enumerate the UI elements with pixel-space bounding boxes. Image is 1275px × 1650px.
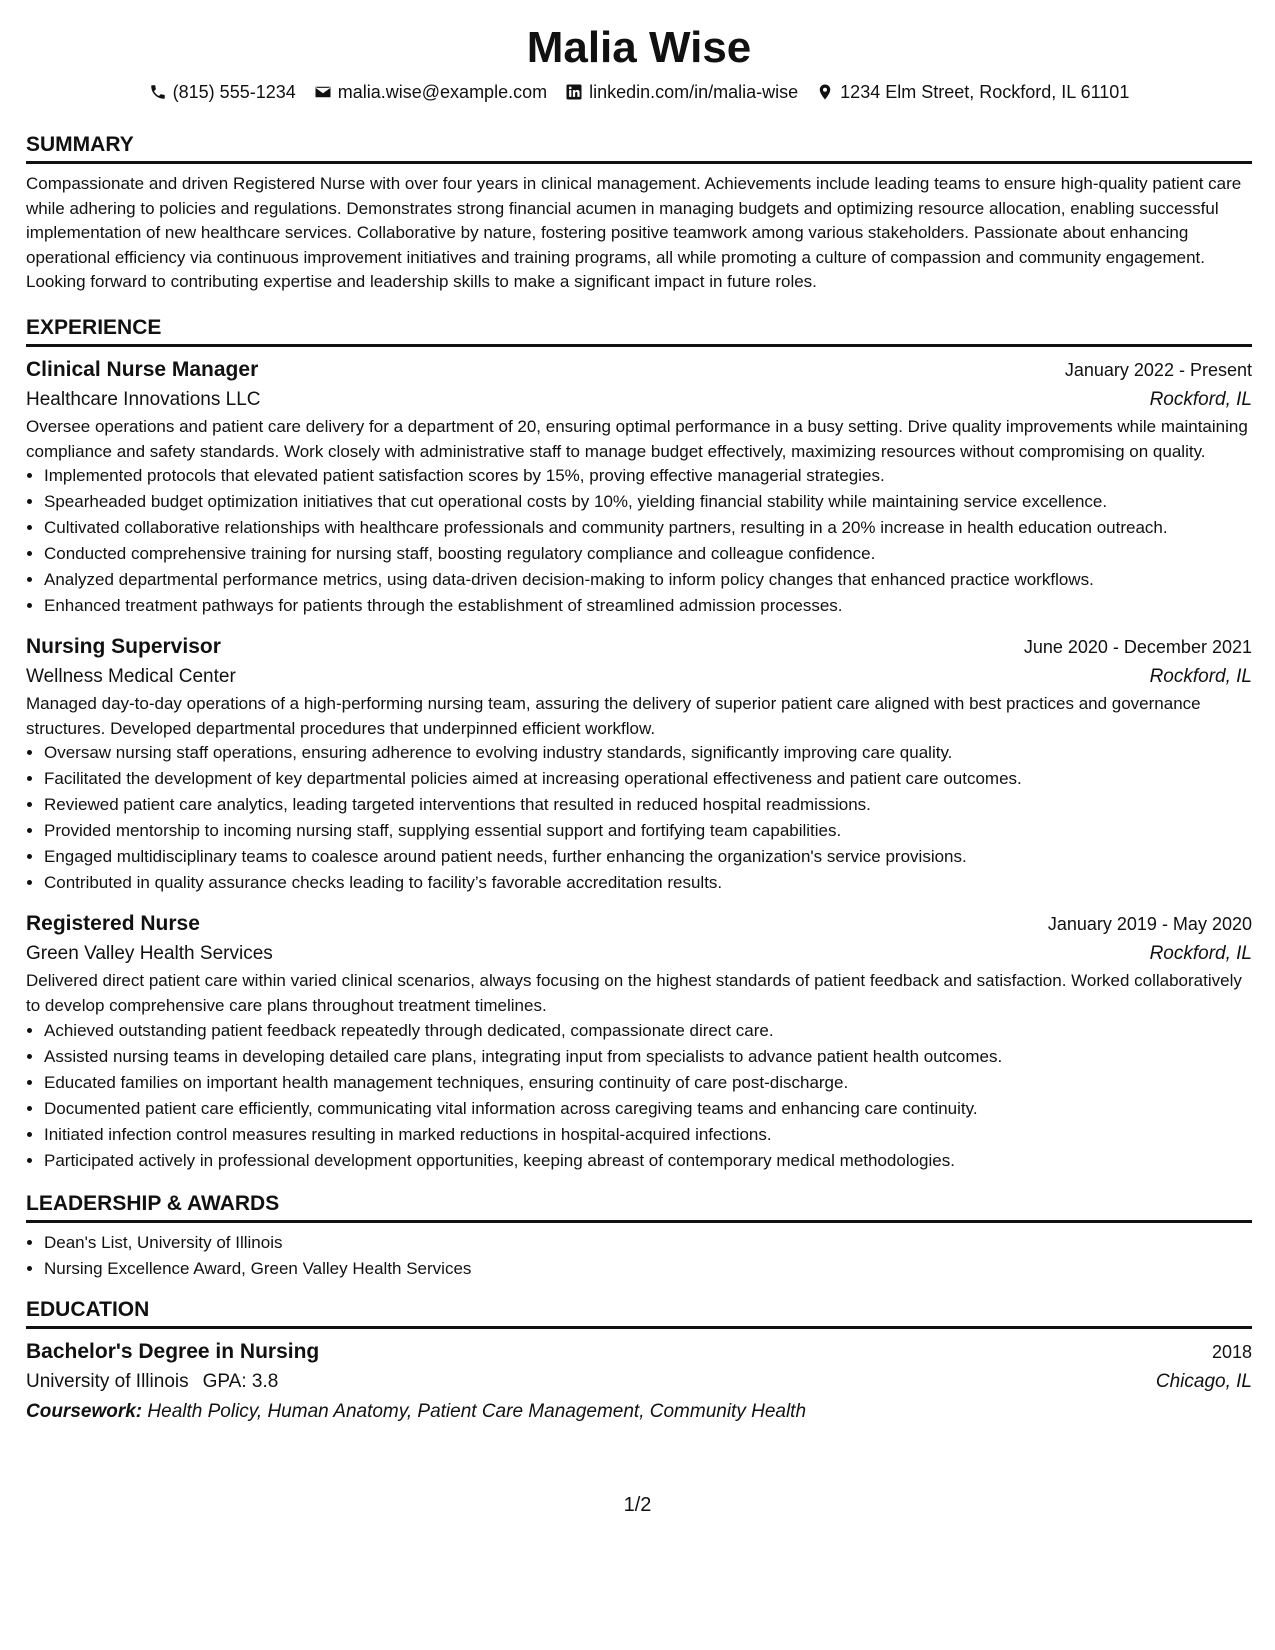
job-location: Rockford, IL (1149, 666, 1252, 688)
bullet-item: • Implemented protocols that elevated patient satisfaction scores by 15%, proving effective managerial strategies. (44, 464, 1252, 488)
awards-list (26, 1231, 1252, 1281)
bullet-item: • Provided mentorship to incoming nursing staff, supplying essential support and fortifying team capabilities. (44, 819, 1252, 843)
job-dates: January 2022 - Present (1064, 359, 1252, 380)
contact-linkedin[interactable] (565, 80, 798, 104)
job-location: Rockford, IL (1149, 388, 1252, 410)
award-item: • Dean's List, University of Illinois (44, 1231, 1252, 1255)
email-link[interactable]: malia.wise@example.com (337, 82, 548, 102)
job-entry (26, 632, 1252, 895)
bullet-item: • Documented patient care efficiently, communicating vital information across caregiving teams and enhancing care continuity. (44, 1097, 1252, 1121)
award-item: • Nursing Excellence Award, Green Valley Health Services (44, 1257, 1252, 1281)
bullet-item: • Educated families on important health management techniques, ensuring continuity of care post-discharge. (44, 1071, 1252, 1095)
job-title: Clinical Nurse Manager (26, 357, 259, 381)
job-entry (26, 909, 1252, 1172)
phone-icon (149, 83, 167, 101)
bullet-item: • Enhanced treatment pathways for patients through the establishment of streamlined admission processes. (44, 594, 1252, 618)
contact-phone (149, 80, 296, 104)
school-location: Chicago, IL (1155, 1370, 1252, 1392)
awards-section (26, 1187, 1252, 1281)
job-description: Managed day-to-day operations of a high-performing nursing team, assuring the delivery of superior patient care aligned with best practices and governance structures. Developed departmental procedures that underpinned efficient workflow. (26, 694, 1201, 738)
degree-title: Bachelor's Degree in Nursing (26, 1339, 320, 1363)
bullet-item: • Assisted nursing teams in developing detailed care plans, integrating input from specialists to advance patient health outcomes. (44, 1045, 1252, 1069)
job-title: Nursing Supervisor (26, 635, 221, 659)
map-pin-icon (816, 83, 834, 101)
job-entry (26, 355, 1252, 618)
bullet-item: • Contributed in quality assurance checks leading to facility’s favorable accreditation results. (44, 871, 1252, 895)
bullet-item: • Engaged multidisciplinary teams to coalesce around patient needs, further enhancing the organization's service provisions. (44, 845, 1252, 869)
coursework-label: Coursework: (26, 1400, 143, 1422)
summary-section (26, 128, 1252, 295)
job-bullets (26, 464, 1252, 618)
job-bullets (26, 1019, 1252, 1173)
address-text: 1234 Elm Street, Rockford, IL 61101 (840, 82, 1130, 102)
section-title-experience: EXPERIENCE (26, 315, 162, 339)
school-name: University of Illinois (26, 1370, 189, 1392)
job-description: Oversee operations and patient care delivery for a department of 20, ensuring optimal performance in a busy setting. Drive quality improvements while maintaining compliance and safety standards. Work closely with administrative staff to manage budget effectively, maximizing resources without compromising on quality. (26, 416, 1248, 461)
coursework-list: Health Policy, Human Anatomy, Patient Care Management, Community Health (147, 1400, 807, 1422)
section-title-education: EDUCATION (26, 1297, 150, 1321)
envelope-icon (314, 83, 332, 101)
section-divider (26, 1326, 1252, 1329)
bullet-item: • Initiated infection control measures resulting in marked reductions in hospital-acquired infections. (44, 1123, 1252, 1147)
job-company: Wellness Medical Center (26, 666, 236, 688)
linkedin-link[interactable]: linkedin.com/in/malia-wise (589, 82, 799, 102)
bullet-item: • Participated actively in professional development opportunities, keeping abreast of contemporary medical methodologies. (44, 1149, 1252, 1173)
section-divider (26, 1220, 1252, 1223)
experience-section (26, 311, 1252, 1173)
contact-address (816, 80, 1129, 104)
job-company: Green Valley Health Services (26, 943, 273, 965)
job-dates: June 2020 - December 2021 (1023, 637, 1252, 658)
graduation-year: 2018 (1211, 1341, 1252, 1362)
job-dates: January 2019 - May 2020 (1047, 914, 1252, 935)
education-section (26, 1293, 1252, 1427)
contact-email[interactable] (314, 80, 547, 104)
bullet-item: • Cultivated collaborative relationships with healthcare professionals and community partners, resulting in a 20% increase in health education outreach. (44, 516, 1252, 540)
bullet-item: • Conducted comprehensive training for nursing staff, boosting regulatory compliance and colleague confidence. (44, 542, 1252, 566)
bullet-item: • Analyzed departmental performance metrics, using data-driven decision-making to inform policy changes that enhanced practice workflows. (44, 568, 1252, 592)
phone-text: (815) 555-1234 (172, 82, 296, 102)
school-line (26, 1367, 278, 1397)
job-description: Delivered direct patient care within varied clinical scenarios, always focusing on the highest standards of patient feedback and satisfaction. Worked collaboratively to develop comprehensive care plans throughout treatment timelines. (26, 971, 1242, 1015)
bullet-item: • Spearheaded budget optimization initiatives that cut operational costs by 10%, yielding financial stability while maintaining service excellence. (44, 490, 1252, 514)
job-location: Rockford, IL (1149, 943, 1252, 965)
summary-text: Compassionate and driven Registered Nurse with over four years in clinical management. Achievements include leading teams to ensure high-quality patient care while adhering to policies and regulations. Demonstrates strong financial acumen in managing budgets and optimizing resource allocation, enabling successful implementation of new healthcare services. Collaborative by nature, fostering positive teamwork among various stakeholders. Passionate about enhancing operational efficiency via continuous improvement initiatives and training programs, all while promoting a culture of compassion and community engagement. Looking forward to contributing expertise and leadership skills to make a significant impact in future roles. (26, 174, 1242, 292)
linkedin-icon (565, 83, 583, 101)
bullet-item: • Achieved outstanding patient feedback repeatedly through dedicated, compassionate direct care. (44, 1019, 1252, 1043)
bullet-item: • Facilitated the development of key departmental policies aimed at increasing operational effectiveness and patient care outcomes. (44, 767, 1252, 791)
bullet-item: • Reviewed patient care analytics, leading targeted interventions that resulted in reduced hospital readmissions. (44, 793, 1252, 817)
section-title-summary: SUMMARY (26, 133, 134, 156)
coursework-line (26, 1397, 1252, 1427)
candidate-name: Malia Wise (526, 23, 752, 72)
bullet-item: • Oversaw nursing staff operations, ensuring adherence to evolving industry standards, significantly improving care quality. (44, 741, 1252, 765)
job-company: Healthcare Innovations LLC (26, 388, 261, 410)
job-bullets (26, 741, 1252, 895)
section-divider (26, 344, 1252, 347)
resume-page (26, 0, 1252, 1427)
section-divider (26, 161, 1252, 164)
contact-bar (26, 80, 1252, 104)
section-title-awards: LEADERSHIP & AWARDS (26, 1191, 280, 1215)
gpa-text: GPA: 3.8 (202, 1370, 279, 1392)
job-title: Registered Nurse (26, 912, 200, 936)
page-number: 1/2 (623, 1494, 652, 1516)
